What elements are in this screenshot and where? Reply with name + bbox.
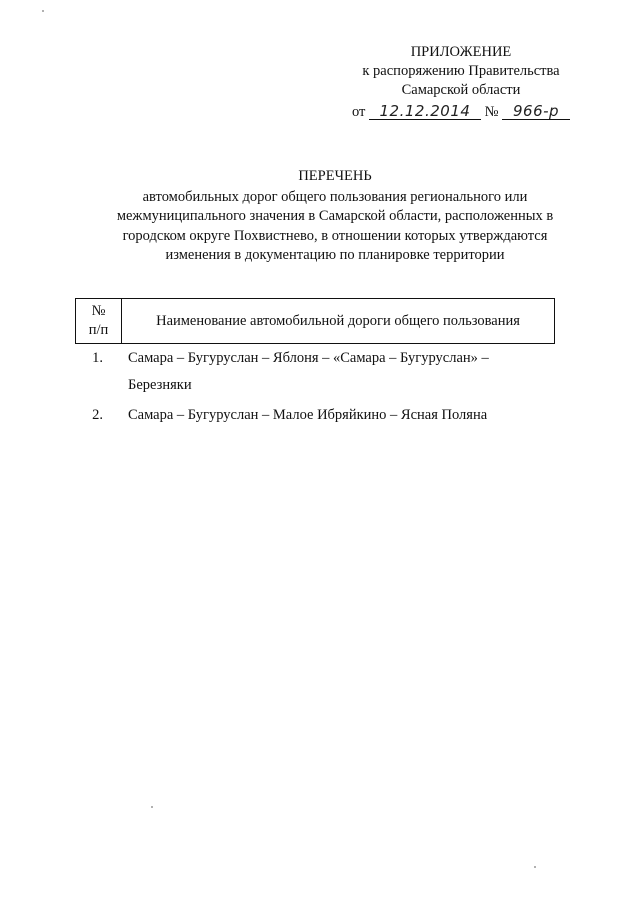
- header-number-abbr: п/п: [88, 322, 109, 338]
- heading-line: межмуниципального значения в Самарской области, расположенных в: [116, 208, 554, 224]
- appendix-block: [330, 43, 592, 122]
- appendix-title: ПРИЛОЖЕНИЕ: [410, 44, 512, 60]
- heading-line: автомобильных дорог общего пользования регионального или: [142, 188, 528, 205]
- order-date: 12.12.2014: [369, 103, 481, 120]
- row-road-name: [120, 345, 555, 399]
- heading-line: городском округе Похвистнево, в отношении которых утверждаются: [122, 227, 548, 244]
- header-number-symbol: №: [91, 303, 106, 319]
- header-number-cell: [76, 299, 122, 343]
- heading-line: изменения в документацию по планировке территории: [165, 247, 505, 263]
- appendix-line-2: Самарской области: [401, 82, 521, 98]
- appendix-line-1: к распоряжению Правительства: [362, 63, 560, 79]
- road-name-line: Березняки: [128, 377, 192, 393]
- header-name-cell: Наименование автомобильной дороги общего пользования: [156, 312, 520, 329]
- scan-speck: [151, 806, 153, 808]
- row-road-name: [120, 402, 555, 429]
- road-name-line: Самара – Бугуруслан – Малое Ибряйкино – Ясная Поляна: [128, 407, 488, 423]
- heading-title: ПЕРЕЧЕНЬ: [298, 168, 372, 184]
- table-row: [75, 402, 555, 429]
- road-name-line: Самара – Бугуруслан – Яблоня – «Самара – Бугуруслан» –: [128, 350, 489, 366]
- table-header: [75, 298, 555, 344]
- row-number: 1.: [92, 350, 103, 366]
- date-prefix: от: [351, 104, 366, 120]
- scan-speck: [534, 866, 536, 868]
- number-prefix: №: [484, 104, 499, 120]
- order-date-number-line: [330, 103, 592, 122]
- order-number: 966-р: [502, 103, 570, 120]
- list-heading: [70, 167, 600, 266]
- scan-speck: [42, 10, 44, 12]
- roads-table: [75, 298, 555, 429]
- table-row: [75, 345, 555, 399]
- row-number: 2.: [92, 407, 103, 423]
